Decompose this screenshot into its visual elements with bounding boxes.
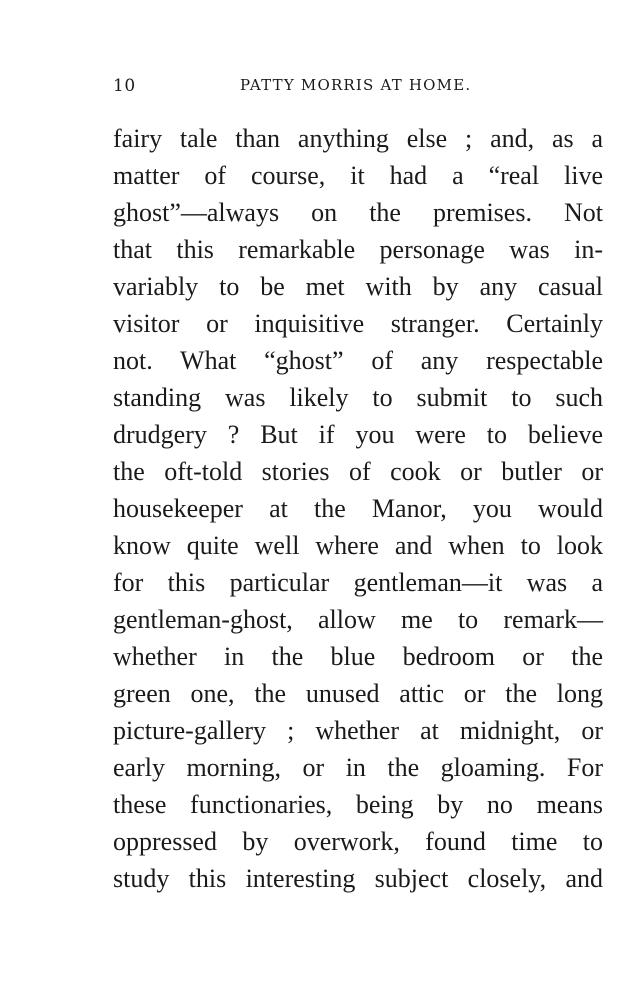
running-head <box>113 76 603 100</box>
text-line: these functionaries, being by no means <box>113 790 603 819</box>
text-line: the oft-told stories of cook or butler or <box>113 457 603 486</box>
text-line: for this particular gentleman—it was a <box>113 568 603 597</box>
text-line: gentleman-ghost, allow me to remark— <box>113 605 603 634</box>
text-line: picture-gallery ; whether at midnight, or <box>113 716 603 745</box>
text-line: green one, the unused attic or the long <box>113 679 603 708</box>
text-line: study this interesting subject closely, and <box>113 864 603 893</box>
text-line: fairy tale than anything else ; and, as a <box>113 124 603 153</box>
text-line: housekeeper at the Manor, you would <box>113 494 603 523</box>
text-line: variably to be met with by any casual <box>113 272 603 301</box>
text-line: oppressed by overwork, found time to <box>113 827 603 856</box>
text-line: standing was likely to submit to such <box>113 383 603 412</box>
text-line: early morning, or in the gloaming. For <box>113 753 603 782</box>
text-line: know quite well where and when to look <box>113 531 603 560</box>
text-line: ghost”—always on the premises. Not <box>113 198 603 227</box>
text-line: not. What “ghost” of any respectable <box>113 346 603 375</box>
text-line: visitor or inquisitive stranger. Certainly <box>113 309 603 338</box>
page-number: 10 <box>113 76 136 96</box>
book-title: PATTY MORRIS AT HOME. <box>240 76 472 94</box>
body-text <box>113 120 603 897</box>
text-line: matter of course, it had a “real live <box>113 161 603 190</box>
text-line: drudgery ? But if you were to believe <box>113 420 603 449</box>
text-line: that this remarkable personage was in- <box>113 235 603 264</box>
text-line: whether in the blue bedroom or the <box>113 642 603 671</box>
